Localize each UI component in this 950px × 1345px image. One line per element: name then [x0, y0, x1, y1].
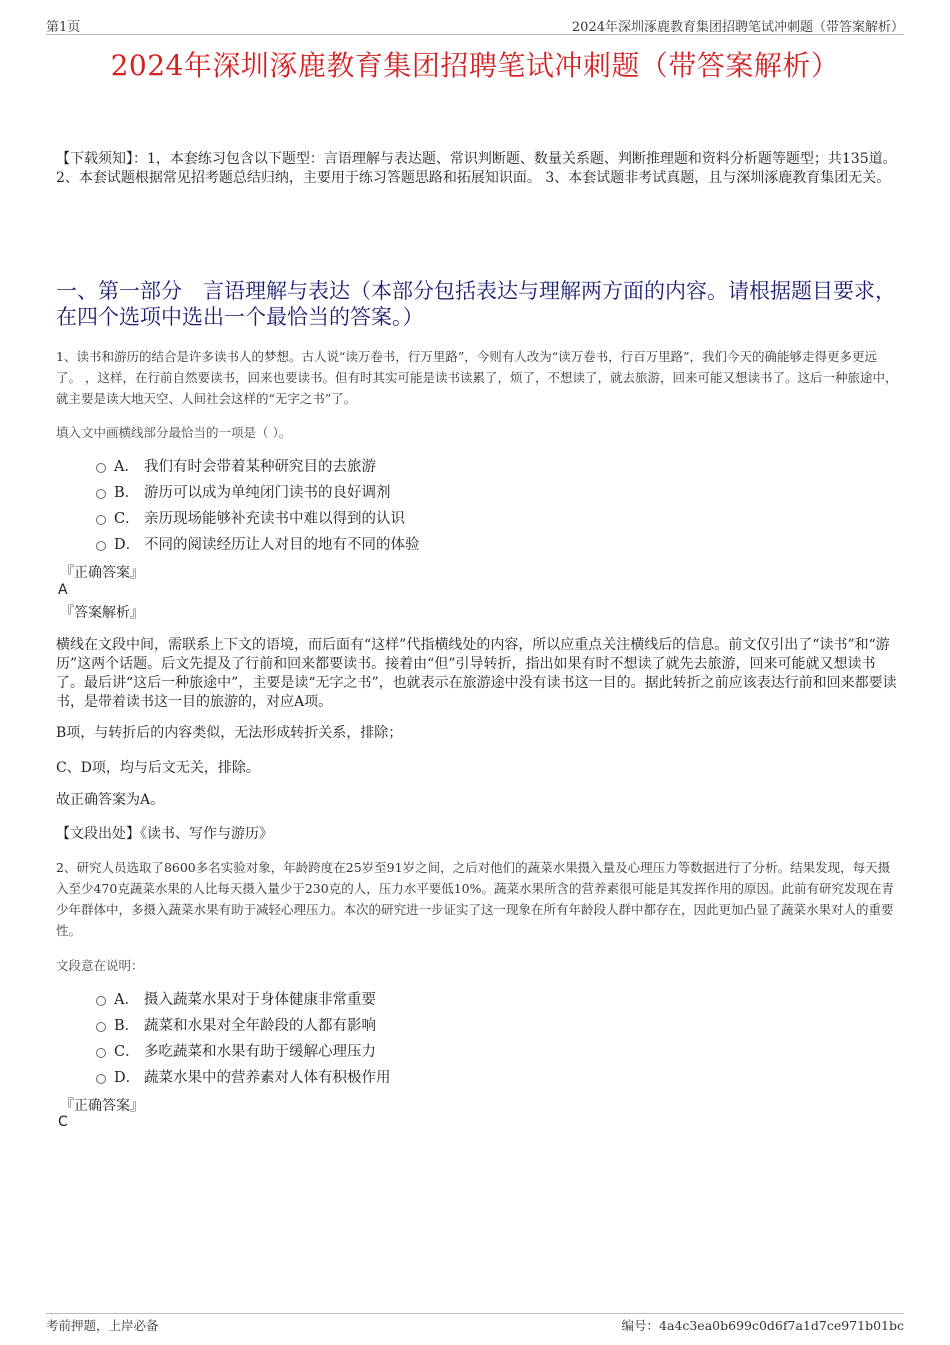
question-2-answer: C — [58, 1114, 68, 1130]
question-1-options — [96, 452, 796, 556]
option-text: 亲历现场能够补充读书中难以得到的认识 — [144, 510, 405, 527]
question-1-source: 【文段出处】《读书、写作与游历》 — [56, 826, 273, 842]
option-text: 游历可以成为单纯闭门读书的良好调剂 — [144, 484, 391, 501]
option-letter: D． — [114, 1069, 141, 1086]
question-1-analysis-cd: C、D项，均与后文无关，排除。 — [56, 760, 260, 776]
option-letter: D． — [114, 536, 141, 553]
radio-icon[interactable] — [96, 996, 106, 1006]
option-letter: C． — [114, 510, 140, 527]
header-doc-title: 2024年深圳涿鹿教育集团招聘笔试冲刺题（带答案解析） — [571, 20, 904, 35]
question-2-option-b[interactable] — [96, 1011, 796, 1037]
page-number: 第1页 — [46, 20, 81, 35]
question-2-option-a[interactable] — [96, 985, 796, 1011]
option-letter: A． — [114, 458, 139, 475]
footer-slogan: 考前押题，上岸必备 — [46, 1318, 159, 1333]
question-1-answer-label: 『正确答案』 — [60, 565, 144, 581]
option-text: 多吃蔬菜和水果有助于缓解心理压力 — [144, 1043, 376, 1060]
question-2-option-c[interactable] — [96, 1037, 796, 1063]
option-text: 蔬菜和水果对全年龄段的人都有影响 — [144, 1017, 376, 1034]
radio-icon[interactable] — [96, 541, 106, 551]
radio-icon[interactable] — [96, 489, 106, 499]
question-1-analysis-label: 『答案解析』 — [60, 605, 144, 621]
option-text: 不同的阅读经历让人对目的地有不同的体验 — [144, 536, 420, 553]
question-1-option-c[interactable] — [96, 504, 796, 530]
document-title: 2024年深圳涿鹿教育集团招聘笔试冲刺题（带答案解析） — [110, 49, 840, 82]
question-2-option-d[interactable] — [96, 1063, 796, 1089]
question-1-answer: A — [58, 582, 68, 598]
download-notice: 【下载须知】：1，本套练习包含以下题型：言语理解与表达题、常识判断题、数量关系题、判断推理题和资料分析题等题型；共135道。 2、本套试题根据常见招考题总结归纳，主要用于练习答题思路和拓展知识面。 3、本套试题非考试真题，且与深圳涿鹿教育集团无关。 — [56, 151, 897, 186]
footer-serial: 编号：4a4c3ea0b699c0d6f7a1d7ce971b01bc — [621, 1318, 904, 1333]
radio-icon[interactable] — [96, 515, 106, 525]
section-title: 一、第一部分 言语理解与表达（本部分包括表达与理解两方面的内容。请根据题目要求，在四个选项中选出一个最恰当的答案。） — [56, 279, 896, 329]
question-1-option-a[interactable] — [96, 452, 796, 478]
question-1-option-d[interactable] — [96, 530, 796, 556]
option-text: 摄入蔬菜水果对于身体健康非常重要 — [144, 991, 376, 1008]
option-text: 蔬菜水果中的营养素对人体有积极作用 — [144, 1069, 391, 1086]
question-1-analysis-b: B项，与转折后的内容类似，无法形成转折关系，排除； — [56, 725, 403, 741]
option-letter: B． — [114, 484, 140, 501]
question-1-text: 1、读书和游历的结合是许多读书人的梦想。古人说“读万卷书，行万里路”，今则有人改为“读万卷书，行百万里路”，我们今天的确能够走得更多更远了。 ，这样，在行前自然要读书，回来也要读书。但有时其实可能是读书读累了，烦了，不想读了，就去旅游，回来可能又想读书了。这后一种旅途中，就主要是读大地天空、人间社会这样的“无字之书”了。 — [56, 349, 898, 406]
question-1-option-b[interactable] — [96, 478, 796, 504]
question-2-options — [96, 985, 796, 1089]
radio-icon[interactable] — [96, 1074, 106, 1084]
option-letter: A． — [114, 991, 139, 1008]
page-footer — [46, 1313, 904, 1332]
question-2-answer-label: 『正确答案』 — [60, 1098, 144, 1114]
question-2-text: 2、研究人员选取了8600多名实验对象，年龄跨度在25岁至91岁之间，之后对他们的蔬菜水果摄入量及心理压力等数据进行了分析。结果发现，每天摄入至少470克蔬菜水果的人比每天摄入量少于230克的人，压力水平要低10%。蔬菜水果所含的营养素很可能是其发挥作用的原因。此前有研究发现在青少年群体中，多摄入蔬菜水果有助于减轻心理压力。本次的研究进一步证实了这一现象在所有年龄段人群中都存在，因此更加凸显了蔬菜水果对人的重要性。 — [56, 860, 895, 938]
option-text: 我们有时会带着某种研究目的去旅游 — [144, 458, 376, 475]
question-2-prompt: 文段意在说明： — [56, 958, 144, 973]
question-1-prompt: 填入文中画横线部分最恰当的一项是（ ）。 — [56, 425, 292, 440]
question-1-analysis-conclusion: 故正确答案为A。 — [56, 792, 165, 808]
option-letter: B． — [114, 1017, 140, 1034]
question-1-analysis-main: 横线在文段中间，需联系上下文的语境，而后面有“这样”代指横线处的内容，所以应重点关注横线后的信息。前文仅引出了“读书”和“游历”这两个话题。后文先提及了行前和回来都要读书。接着由“但”引导转折，指出如果有时不想读了就先去旅游，回来可能就又想读书了。最后讲“这后一种旅途中”，主要是读“无字之书”，也就表示在旅游途中没有读书这一目的。据此转折之前应该表达行前和回来都要读书，是带着读书这一目的旅游的，对应A项。 — [56, 637, 897, 710]
option-letter: C． — [114, 1043, 140, 1060]
radio-icon[interactable] — [96, 1048, 106, 1058]
radio-icon[interactable] — [96, 463, 106, 473]
radio-icon[interactable] — [96, 1022, 106, 1032]
page-header — [46, 14, 904, 35]
